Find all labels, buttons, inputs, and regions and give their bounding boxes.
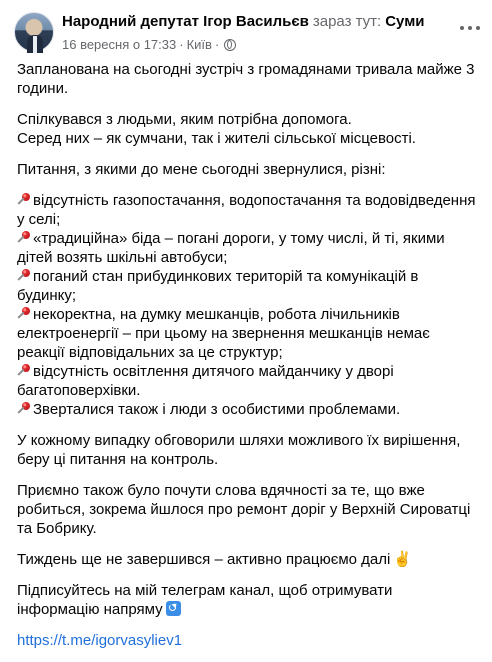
paragraph-link (17, 631, 479, 650)
author-name-link[interactable]: Народний депутат Ігор Васильєв (62, 13, 309, 30)
telegram-text: Підписуйтесь на мій телеграм канал, щоб отримувати інформацію напряму (17, 582, 393, 618)
paragraph-people (17, 110, 479, 148)
checkin-text: зараз тут: (312, 13, 382, 30)
paragraph-control: У кожному випадку обговорили шляхи можливого їх вирішення, беру ці питання на контроль. (17, 432, 461, 468)
list-item-text: некоректна, на думку мешканців, робота лічильників електроенергії – при цьому на звернення мешканців немає реакції відповідальних за це структур; (17, 306, 430, 361)
list-item-text: відсутність газопостачання, водопостачання та водовідведення у селі; (17, 192, 476, 228)
more-options-icon[interactable] (458, 18, 482, 38)
paragraph-issues-intro: Питання, з якими до мене сьогодні звернулися, різні: (17, 161, 386, 178)
round-pushpin-icon (17, 231, 30, 244)
round-pushpin-icon (17, 364, 30, 377)
author-line (62, 12, 425, 32)
telegram-link[interactable]: https://t.me/igorvasyliev1 (17, 632, 183, 649)
week-text: Тиждень ще не завершився – активно працюємо далі (17, 551, 391, 568)
list-item-text: «традиційна» біда – погані дороги, у тому числі, й ті, якими дітей возять шкільні автобуси; (17, 230, 445, 266)
round-pushpin-icon (17, 269, 30, 282)
location-link[interactable]: Суми (385, 13, 425, 30)
paragraph-telegram (17, 581, 479, 619)
list-item (17, 362, 479, 400)
round-pushpin-icon (17, 193, 30, 206)
people-line-2: Серед них – як сумчани, так і жителі сільської місцевості. (17, 130, 416, 147)
round-pushpin-icon (17, 307, 30, 320)
list-item (17, 191, 479, 229)
avatar[interactable] (14, 12, 54, 52)
post-header (14, 8, 482, 52)
clockwise-arrows-icon (166, 601, 181, 616)
list-item-text: Зверталися також і люди з особистими проблемами. (33, 401, 401, 418)
paragraph-meeting: Запланована на сьогодні зустріч з громадянами тривала майже 3 години. (17, 61, 475, 97)
post-place: Київ (186, 37, 212, 52)
list-item (17, 305, 479, 362)
globe-icon[interactable] (224, 39, 236, 51)
list-item-text: поганий стан прибудинкових територій та комунікацій в будинку; (17, 268, 419, 304)
victory-hand-icon: ✌ (393, 551, 413, 568)
paragraph-week (17, 550, 479, 569)
round-pushpin-icon (17, 402, 30, 415)
paragraph-gratitude: Приємно також було почути слова вдячності за те, що вже робиться, зокрема йшлося про ремонт доріг у Верхній Сироватці та Бобрику. (17, 482, 471, 537)
post-body (17, 60, 479, 662)
post-timestamp-link[interactable]: 16 вересня о 17:33 (62, 37, 177, 52)
list-item-text: відсутність освітлення дитячого майданчику у дворі багатоповерхівки. (17, 363, 394, 399)
people-line-1: Спілкувався з людьми, яким потрібна допомога. (17, 111, 352, 128)
list-item (17, 229, 479, 267)
list-item (17, 400, 479, 419)
list-item (17, 267, 479, 305)
issues-list (17, 191, 479, 419)
post-meta: 16 вересня о 17:33 · Київ · (62, 37, 236, 53)
